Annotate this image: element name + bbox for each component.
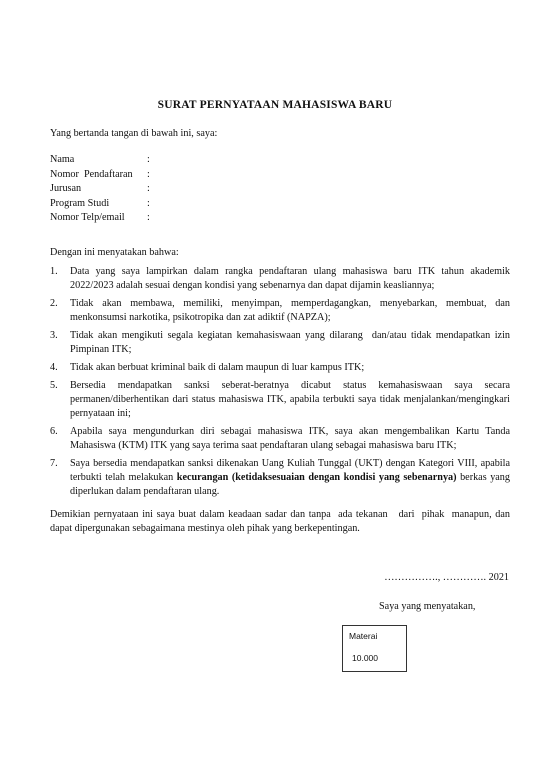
field-row-program-studi — [50, 197, 157, 212]
list-item — [50, 265, 510, 293]
field-row-nomor-telp-email — [50, 211, 157, 226]
item-number: 4. — [50, 362, 58, 373]
item-text-bold: kecurangan (ketidaksesuaian dengan kondisi yang sebenarnya) — [176, 472, 457, 483]
field-label: Nomor Pendaftaran — [50, 168, 133, 180]
signer-label: Saya yang menyatakan, — [379, 601, 476, 612]
item-number: 3. — [50, 330, 58, 341]
item-text: Data yang saya lampirkan dalam rangka pendaftaran ulang mahasiswa baru ITK tahun akademik 2022/2023 adalah sesuai dengan kondisi yang sebenarnya dan dapat dijamin keasliannya; — [70, 266, 510, 291]
field-label: Nomor Telp/email — [50, 212, 125, 224]
list-item — [50, 297, 510, 325]
field-colon: : — [147, 183, 150, 195]
stamp-label: Materai — [349, 631, 378, 641]
stamp-box — [342, 625, 407, 672]
date-line: ……………., …………. 2021 — [384, 572, 509, 583]
item-text: Apabila saya mengundurkan diri sebagai mahasiswa ITK, saya akan mengembalikan Kartu Tanda Mahasiswa (KTM) ITK yang saya terima saat pendaftaran ulang sebagai mahasiswa baru ITK; — [70, 426, 510, 451]
field-row-nomor-pendaftaran — [50, 168, 157, 183]
item-number: 1. — [50, 266, 58, 277]
field-colon: : — [147, 197, 150, 209]
field-colon: : — [147, 168, 150, 180]
list-item — [50, 379, 510, 421]
declaration-list — [50, 265, 513, 503]
list-item — [50, 425, 510, 453]
item-text: Tidak akan mengikuti segala kegiatan kemahasiswaan yang dilarang dan/atau tidak mendapatkan izin Pimpinan ITK; — [70, 330, 513, 355]
field-row-nama — [50, 153, 157, 168]
identity-fields — [50, 153, 157, 226]
field-label: Jurusan — [50, 183, 82, 195]
item-text: Tidak akan berbuat kriminal baik di dalam maupun di luar kampus ITK; — [70, 362, 365, 373]
list-item — [50, 361, 510, 375]
item-text: Bersedia mendapatkan sanksi seberat-beratnya dicabut status kemahasiswaan saya secara permanen/diberhentikan dari status mahasiswa ITK, apabila terbukti saya tidak menjalankan/mengingkari pernyataan ini; — [70, 380, 510, 419]
item-text: Tidak akan membawa, memiliki, menyimpan, memperdagangkan, menyebarkan, membuat, dan menkonsumsi narkotika, psikotropika dan zat adiktif (NAPZA); — [70, 298, 510, 323]
stamp-value: 10.000 — [352, 653, 378, 663]
item-text-after: berkas yang diperlukan dalam pendaftaran ulang. — [70, 472, 510, 497]
intro-text: Yang bertanda tangan di bawah ini, saya: — [50, 128, 218, 139]
field-colon: : — [147, 154, 150, 166]
declaration-lead: Dengan ini menyatakan bahwa: — [50, 247, 179, 258]
closing-paragraph: Demikian pernyataan ini saya buat dalam keadaan sadar dan tanpa ada tekanan dari pihak manapun, dan dapat dipergunakan sebagaimana mestinya oleh pihak yang berkepentingan. — [50, 509, 513, 534]
item-number: 2. — [50, 298, 58, 309]
item-text-before: Saya bersedia mendapatkan sanksi dikenakan Uang Kuliah Tunggal (UKT) dengan Kategori VIII, apabila terbukti telah melakukan — [70, 458, 510, 483]
field-colon: : — [147, 212, 150, 224]
item-number: 5. — [50, 380, 58, 391]
field-label: Program Studi — [50, 197, 110, 209]
list-item — [50, 329, 513, 357]
document-title: SURAT PERNYATAAN MAHASISWA BARU — [157, 99, 393, 111]
field-label: Nama — [50, 154, 75, 166]
item-number: 7. — [50, 458, 58, 469]
list-item — [50, 457, 510, 499]
item-number: 6. — [50, 426, 58, 437]
field-row-jurusan — [50, 182, 157, 197]
item-text — [70, 457, 510, 499]
